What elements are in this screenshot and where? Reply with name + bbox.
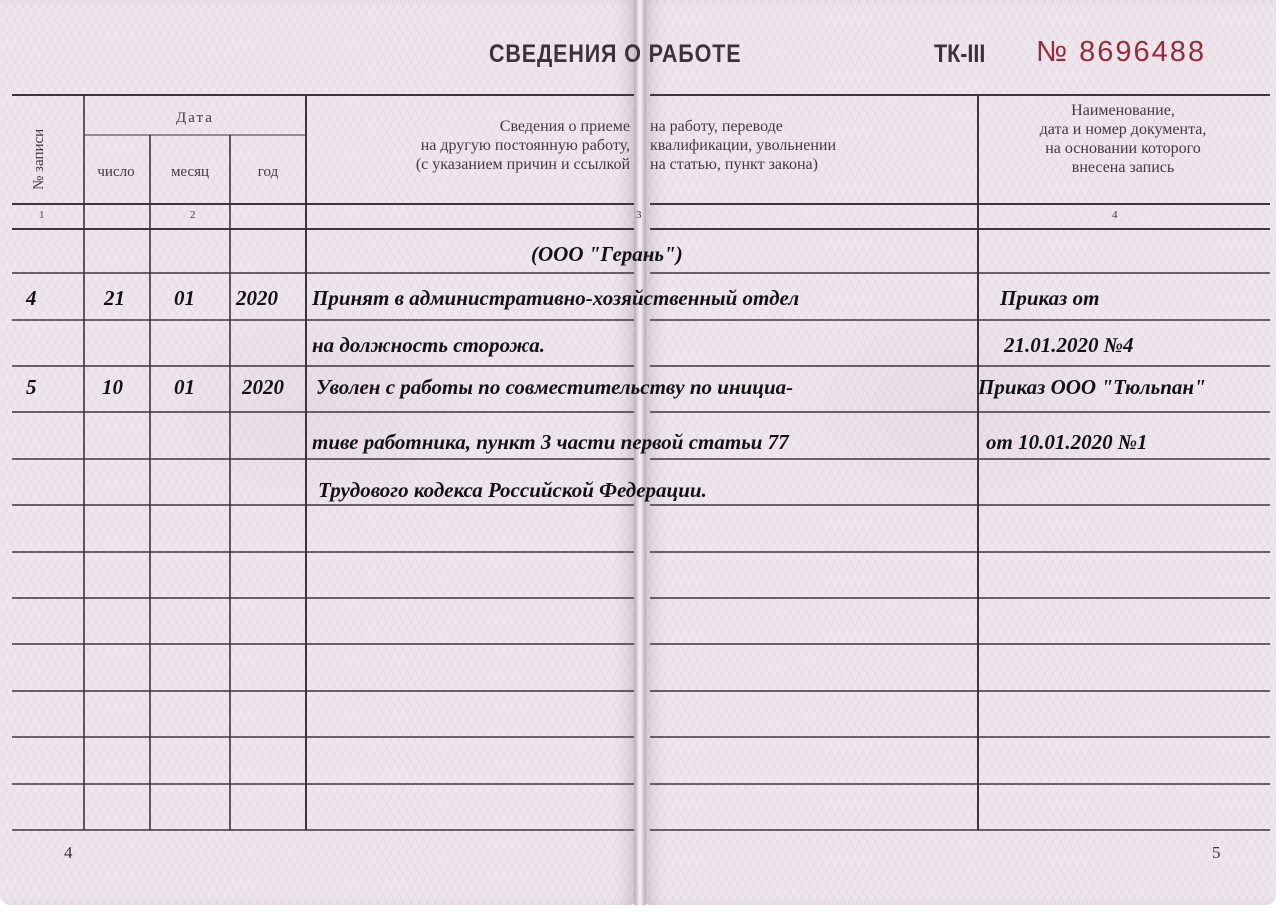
basis-header-line: дата и номер документа, xyxy=(1039,121,1207,138)
entry-info-line: Принят в административно-хозяйственный отдел xyxy=(312,286,800,310)
page-number-left: 4 xyxy=(64,843,73,862)
entry-day: 10 xyxy=(102,375,123,399)
column-header-basis xyxy=(978,101,1268,177)
column-header-record-no: № записи xyxy=(31,128,47,190)
entry-year: 2020 xyxy=(236,286,278,310)
entry-info-line: Уволен с работы по совместительству по инициа- xyxy=(316,375,794,399)
column-header-year: год xyxy=(257,164,279,180)
basis-header-line: Наименование, xyxy=(1071,102,1175,119)
column-number: 4 xyxy=(1112,209,1118,221)
entry-info-line: на должность сторожа. xyxy=(312,333,546,357)
column-number: 1 xyxy=(39,209,45,221)
company-name: (ООО "Герань") xyxy=(531,242,683,266)
column-number: 3 xyxy=(636,209,642,221)
entry-day: 21 xyxy=(104,286,125,310)
entry-number: 4 xyxy=(26,286,37,310)
basis-header-line: внесена запись xyxy=(1071,159,1175,176)
document-number: № 8696488 xyxy=(1036,36,1207,68)
info-header-line: на статью, пункт закона) xyxy=(650,156,818,173)
series-label: ТК-III xyxy=(934,40,986,68)
entry-year: 2020 xyxy=(242,375,284,399)
entry-basis-line: Приказ от xyxy=(1000,286,1100,310)
info-header-line: на работу, переводе xyxy=(650,118,783,135)
column-header-info-right xyxy=(650,117,978,174)
entry-month: 01 xyxy=(174,286,195,310)
entry-basis-line: Приказ ООО "Тюльпан" xyxy=(978,375,1206,399)
column-header-month: месяц xyxy=(170,164,210,180)
page-title: СВЕДЕНИЯ О РАБОТЕ xyxy=(489,40,742,68)
basis-header-line: на основании которого xyxy=(1045,140,1201,157)
info-header-line: Сведения о приеме xyxy=(499,118,630,135)
column-header-date: Дата xyxy=(176,110,214,126)
entry-month: 01 xyxy=(174,375,195,399)
info-header-line: квалификации, увольнении xyxy=(650,137,837,154)
info-header-line: (с указанием причин и ссылкой xyxy=(415,156,630,173)
entry-basis-line: 21.01.2020 №4 xyxy=(1004,333,1134,357)
entry-number: 5 xyxy=(26,375,37,399)
info-header-line: на другую постоянную работу, xyxy=(420,137,630,154)
column-header-info-left xyxy=(306,117,634,174)
column-number: 2 xyxy=(190,209,196,221)
entry-basis-line: от 10.01.2020 №1 xyxy=(986,430,1148,454)
column-header-day: число xyxy=(97,164,135,180)
entry-info-line: тиве работника, пункт 3 части первой статьи 77 xyxy=(312,430,789,454)
page-number-right: 5 xyxy=(1212,843,1221,862)
entry-info-line: Трудового кодекса Российской Федерации. xyxy=(318,478,707,502)
